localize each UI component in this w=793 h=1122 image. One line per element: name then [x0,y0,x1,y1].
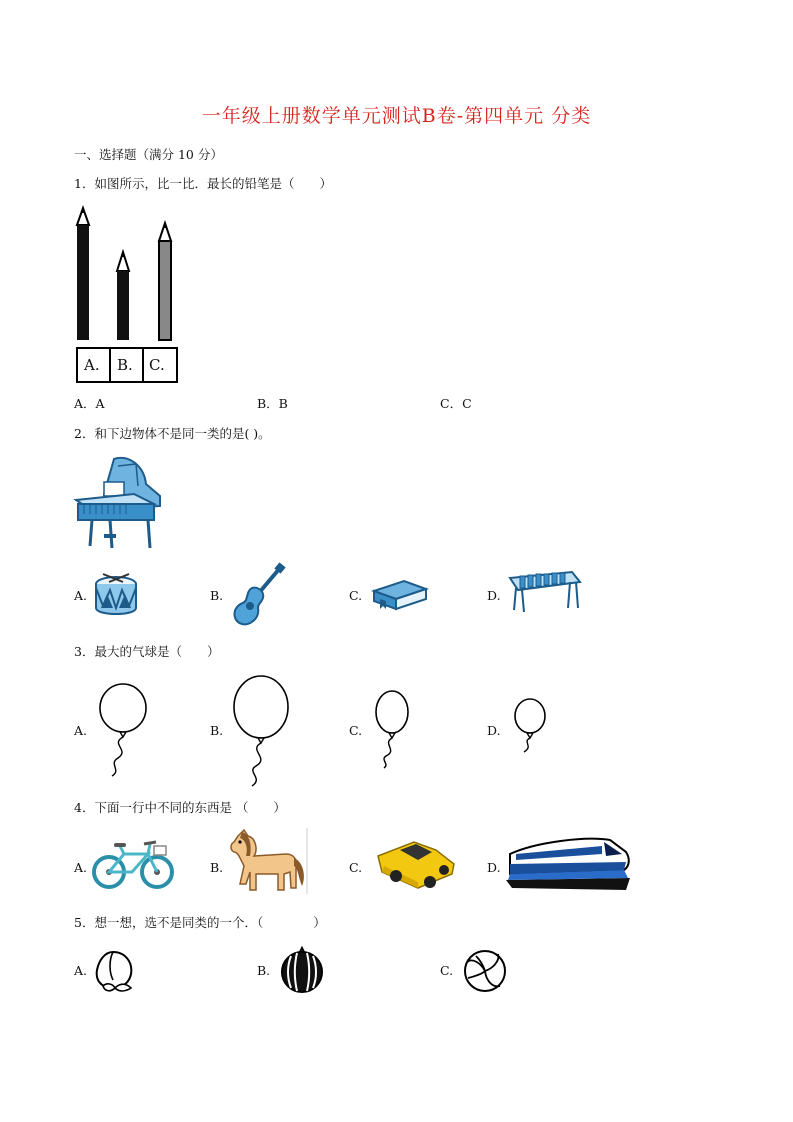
balloon-c-icon [372,690,412,770]
question-2-text: 2．和下边物体不是同一类的是( )。 [74,426,271,441]
box-label-c: C. [149,356,165,374]
q1-option-c[interactable]: C．C [440,396,472,411]
car-icon [374,836,456,892]
guitar-icon [230,564,286,628]
page-title: 一年级上册数学单元测试B卷-第四单元 分类 [201,105,592,127]
q1-option-a[interactable]: A．A [74,396,105,411]
q5-option-a[interactable]: A. [74,963,88,978]
section-heading: 一、选择题（满分 10 分） [74,147,223,162]
q5-option-c[interactable]: C. [440,963,454,978]
bicycle-icon [92,840,174,890]
q2-option-c[interactable]: C. [349,588,363,603]
q2-option-a[interactable]: A. [74,588,88,603]
piano-icon [74,454,164,550]
q4-option-a[interactable]: A. [74,860,88,875]
q4-option-d[interactable]: D. [487,860,501,875]
question-4-text: 4．下面一行中不同的东西是 （ ） [74,800,286,815]
q4-option-c[interactable]: C. [349,860,363,875]
q2-option-d[interactable]: D. [487,588,501,603]
watermelon-icon [279,948,325,994]
volleyball-icon [462,948,508,994]
box-label-a: A. [84,356,100,374]
balloon-d-icon [510,698,550,754]
q3-option-d[interactable]: D. [487,723,501,738]
box-label-b: B. [117,356,133,374]
peach-icon [93,948,137,994]
q2-option-b[interactable]: B. [210,588,224,603]
q5-option-b[interactable]: B. [257,963,271,978]
q3-option-c[interactable]: C. [349,723,363,738]
question-3-text: 3．最大的气球是（ ） [74,644,220,659]
train-icon [506,832,634,894]
balloon-a-icon [96,682,152,778]
book-icon [370,577,428,611]
xylophone-icon [508,568,582,614]
balloon-b-icon [232,674,292,790]
q4-option-b[interactable]: B. [210,860,224,875]
drum-icon [93,572,139,618]
q3-option-b[interactable]: B. [210,723,224,738]
q3-option-a[interactable]: A. [74,723,88,738]
question-1-text: 1．如图所示，比一比．最长的铅笔是（ ） [74,176,332,191]
q1-option-b[interactable]: B．B [257,396,288,411]
question-5-text: 5．想一想，选不是同类的一个．（ ） [74,915,326,930]
horse-icon [228,828,310,896]
